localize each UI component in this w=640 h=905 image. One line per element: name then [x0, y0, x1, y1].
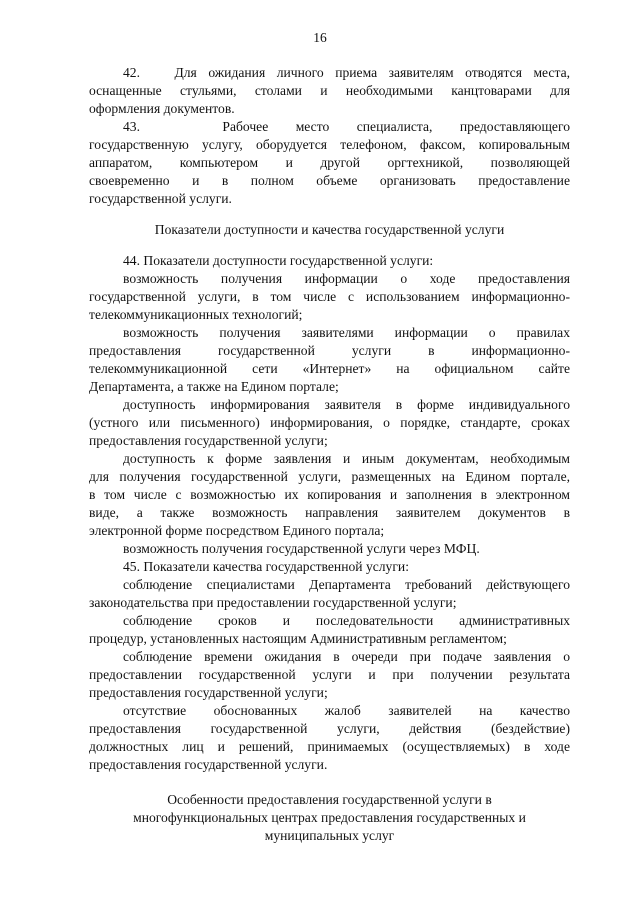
paragraph-line: отсутствие обоснованных жалоб заявителей на качество [123, 703, 570, 718]
paragraph-line: предоставления государственной услуги в информационно- [89, 343, 570, 358]
heading-line: муниципальных услуг [264, 828, 395, 843]
paragraph-line: 44. Показатели доступности государственной услуги: [123, 253, 434, 268]
paragraph-line: государственную услугу, оборудуется телефоном, факсом, копировальным [89, 137, 570, 152]
page-number: 16 [313, 30, 327, 45]
paragraph-45 [89, 558, 570, 774]
paragraph-line: соблюдение сроков и последовательности административных [123, 613, 570, 628]
paragraph-line: своевременно и в полном объеме организовать предоставление [89, 173, 570, 188]
heading-line: многофункциональных центрах предоставления государственных и [133, 810, 526, 825]
paragraph-line: оформления документов. [89, 101, 235, 116]
paragraph-line: должностных лиц и решений, принимаемых (осуществляемых) в ходе [89, 739, 570, 754]
paragraph-line: аппаратом, компьютером и другой оргтехникой, позволяющей [89, 155, 570, 170]
paragraph-line: оснащенные стульями, столами и необходимыми канцтоварами для [89, 83, 570, 98]
paragraph-43 [89, 118, 570, 208]
paragraph-line: процедур, установленных настоящим Административным регламентом; [89, 631, 507, 646]
heading-line: Показатели доступности и качества государственной услуги [154, 222, 505, 237]
document-body [89, 64, 570, 845]
paragraph-line: доступность информирования заявителя в форме индивидуального [123, 397, 570, 412]
paragraph-line: государственной услуги, в том числе с использованием информационно- [89, 289, 570, 304]
paragraph-line: возможность получения государственной услуги через МФЦ. [123, 541, 480, 556]
paragraph-line: предоставления государственной услуги, действия (бездействие) [89, 721, 570, 736]
paragraph-line: государственной услуги. [89, 191, 232, 206]
paragraph-line: Департамента, а также на Едином портале; [89, 379, 339, 394]
paragraph-line: соблюдение специалистами Департамента требований действующего [123, 577, 570, 592]
paragraph-line: телекоммуникационной сети «Интернет» на официальном сайте [89, 361, 570, 376]
paragraph-line: виде, а также возможность направления заявителем документов в [89, 505, 570, 520]
paragraph-42 [89, 64, 570, 118]
paragraph-line: доступность к форме заявления и иным документам, необходимым [123, 451, 570, 466]
paragraph-line: электронной форме посредством Единого портала; [89, 523, 385, 538]
paragraph-line: 42. Для ожидания личного приема заявителям отводятся места, [123, 65, 570, 80]
paragraph-line: законодательства при предоставлении государственной услуги; [89, 595, 457, 610]
section-heading-accessibility [89, 221, 570, 239]
paragraph-line: телекоммуникационных технологий; [89, 307, 303, 322]
paragraph-line: предоставления государственной услуги; [89, 433, 328, 448]
paragraph-line: предоставления государственной услуги; [89, 685, 328, 700]
paragraph-44 [89, 252, 570, 558]
paragraph-line: возможность получения заявителями информации о правилах [123, 325, 570, 340]
paragraph-line: предоставлении государственной услуги и при получении результата [89, 667, 570, 682]
paragraph-line: 45. Показатели качества государственной услуги: [123, 559, 409, 574]
paragraph-line: для получения государственной услуги, размещенных на Едином портале, [89, 469, 570, 484]
paragraph-line: соблюдение времени ожидания в очереди при подаче заявления о [123, 649, 570, 664]
section-heading-mfc [89, 791, 570, 845]
paragraph-line: предоставления государственной услуги. [89, 757, 328, 772]
paragraph-line: 43. Рабочее место специалиста, предоставляющего [123, 119, 570, 134]
heading-line: Особенности предоставления государственной услуги в [167, 792, 492, 807]
paragraph-line: (устного или письменного) информирования, о порядке, стандарте, сроках [89, 415, 570, 430]
paragraph-line: в том числе с возможностью их копирования и заполнения в электронном [89, 487, 570, 502]
paragraph-line: возможность получения информации о ходе предоставления [123, 271, 570, 286]
